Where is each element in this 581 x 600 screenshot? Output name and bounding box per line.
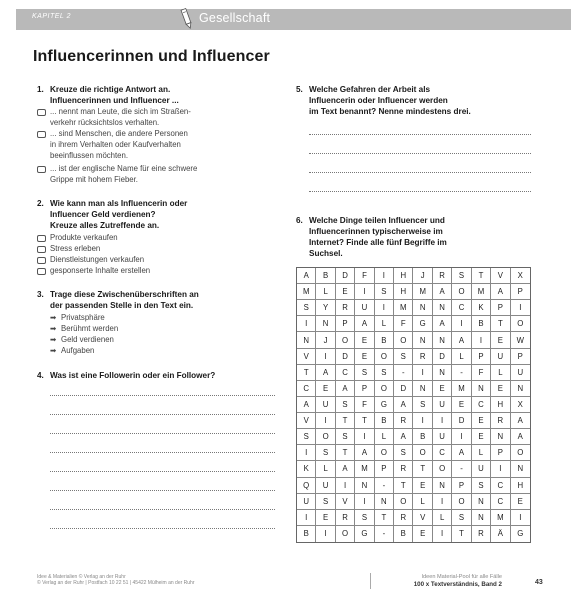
grid-cell[interactable]: V xyxy=(413,510,432,526)
grid-cell[interactable]: O xyxy=(375,445,394,461)
grid-cell[interactable]: P xyxy=(336,316,355,332)
grid-cell[interactable]: N xyxy=(472,510,491,526)
grid-cell[interactable]: P xyxy=(355,381,374,397)
option-label: Stress erleben xyxy=(50,244,101,253)
grid-cell[interactable]: J xyxy=(413,268,432,284)
grid-cell[interactable]: P xyxy=(511,349,530,365)
heading-item xyxy=(50,345,94,356)
grid-cell[interactable]: U xyxy=(433,397,452,413)
grid-cell[interactable]: E xyxy=(511,494,530,510)
grid-cell[interactable]: I xyxy=(433,494,452,510)
grid-cell[interactable]: U xyxy=(316,397,335,413)
grid-cell[interactable]: R xyxy=(472,526,491,542)
grid-cell[interactable]: E xyxy=(316,381,335,397)
grid-cell[interactable]: A xyxy=(491,284,510,300)
grid-cell[interactable]: E xyxy=(336,284,355,300)
question-text: Trage diese Zwischenüberschriften an der passenden Stelle in den Text ein. xyxy=(50,290,199,310)
grid-cell[interactable]: I xyxy=(511,510,530,526)
grid-cell[interactable]: N xyxy=(433,365,452,381)
grid-cell[interactable]: C xyxy=(297,381,316,397)
grid-cell[interactable]: U xyxy=(316,478,335,494)
answer-line[interactable] xyxy=(309,172,531,173)
grid-cell[interactable]: T xyxy=(472,268,491,284)
grid-cell[interactable]: O xyxy=(413,445,432,461)
grid-cell[interactable]: V xyxy=(491,268,510,284)
grid-cell[interactable]: O xyxy=(394,332,413,348)
arrow-icon: ➡ xyxy=(50,324,57,333)
grid-cell[interactable]: D xyxy=(433,349,452,365)
q2-option-2[interactable] xyxy=(37,243,100,254)
checkbox[interactable] xyxy=(37,257,46,264)
heading-item xyxy=(50,334,114,345)
grid-cell[interactable]: R xyxy=(394,461,413,477)
q2-option-4[interactable] xyxy=(37,265,150,276)
grid-cell[interactable]: S xyxy=(316,445,335,461)
grid-cell[interactable]: A xyxy=(355,445,374,461)
grid-cell[interactable]: L xyxy=(433,510,452,526)
grid-cell[interactable]: N xyxy=(511,381,530,397)
grid-cell[interactable]: E xyxy=(413,478,432,494)
grid-cell[interactable]: T xyxy=(491,316,510,332)
grid-cell[interactable]: J xyxy=(316,332,335,348)
answer-line[interactable] xyxy=(309,153,531,154)
grid-cell[interactable]: H xyxy=(394,268,413,284)
grid-cell[interactable]: E xyxy=(491,332,510,348)
grid-cell[interactable]: F xyxy=(355,397,374,413)
option-label: ... ist der englische Name für eine schwere Grippe mit hohem Fieber. xyxy=(50,164,198,184)
word-search-grid[interactable] xyxy=(296,267,531,543)
question-number: 1. xyxy=(37,85,44,94)
grid-cell[interactable]: X xyxy=(511,397,530,413)
grid-cell[interactable]: Y xyxy=(316,300,335,316)
grid-cell[interactable]: F xyxy=(355,268,374,284)
answer-line[interactable] xyxy=(309,191,531,192)
grid-cell[interactable]: K xyxy=(297,461,316,477)
grid-cell[interactable]: L xyxy=(472,445,491,461)
grid-cell[interactable]: N xyxy=(355,478,374,494)
question-3 xyxy=(37,289,277,311)
grid-cell[interactable]: S xyxy=(394,349,413,365)
footer-book-title: 100 x Textverständnis, Band 2 xyxy=(413,581,502,588)
grid-cell[interactable]: S xyxy=(297,300,316,316)
grid-cell[interactable]: B xyxy=(472,316,491,332)
grid-cell[interactable]: M xyxy=(472,284,491,300)
grid-cell[interactable]: A xyxy=(452,332,471,348)
question-text: Kreuze die richtige Antwort an. Influencerinnen und Influencer ... xyxy=(50,85,179,105)
grid-cell[interactable]: A xyxy=(316,365,335,381)
grid-cell[interactable]: - xyxy=(452,365,471,381)
footer-credit-line: © Verlag an der Ruhr | Postfach 10 22 51 | 45422 Mülheim an der Ruhr xyxy=(37,580,195,586)
grid-cell[interactable]: O xyxy=(316,429,335,445)
grid-cell[interactable]: I xyxy=(297,445,316,461)
grid-cell[interactable]: B xyxy=(413,429,432,445)
grid-cell[interactable]: A xyxy=(297,397,316,413)
grid-cell[interactable]: A xyxy=(336,381,355,397)
question-number: 5. xyxy=(296,85,303,94)
grid-cell[interactable]: S xyxy=(472,478,491,494)
heading-item xyxy=(50,312,105,323)
grid-cell[interactable]: R xyxy=(394,413,413,429)
grid-cell[interactable]: B xyxy=(375,332,394,348)
grid-cell[interactable]: T xyxy=(452,526,471,542)
checkbox[interactable] xyxy=(37,109,46,116)
page-title: Influencerinnen und Influencer xyxy=(33,48,270,65)
grid-cell[interactable]: B xyxy=(297,526,316,542)
grid-cell[interactable]: A xyxy=(394,397,413,413)
grid-cell[interactable]: I xyxy=(355,284,374,300)
grid-cell[interactable]: U xyxy=(297,494,316,510)
answer-line[interactable] xyxy=(50,528,275,529)
grid-cell[interactable]: T xyxy=(336,445,355,461)
grid-cell[interactable]: N xyxy=(316,316,335,332)
grid-cell[interactable]: T xyxy=(297,365,316,381)
grid-cell[interactable]: L xyxy=(375,429,394,445)
grid-cell[interactable]: S xyxy=(336,397,355,413)
grid-cell[interactable]: S xyxy=(316,494,335,510)
answer-line[interactable] xyxy=(50,490,275,491)
option-label: ... nennt man Leute, die sich im Straßen- verkehr rücksichtslos verhalten. xyxy=(50,107,191,127)
question-6 xyxy=(296,215,536,259)
grid-cell[interactable]: H xyxy=(491,397,510,413)
grid-cell[interactable]: E xyxy=(472,429,491,445)
grid-cell[interactable]: N xyxy=(472,381,491,397)
grid-cell[interactable]: A xyxy=(511,429,530,445)
grid-cell[interactable]: V xyxy=(336,494,355,510)
grid-cell[interactable]: R xyxy=(491,413,510,429)
grid-cell[interactable]: C xyxy=(452,300,471,316)
grid-cell[interactable]: N xyxy=(472,494,491,510)
grid-cell[interactable]: T xyxy=(394,478,413,494)
chapter-label: KAPITEL 2 xyxy=(32,13,72,20)
answer-line[interactable] xyxy=(50,452,275,453)
grid-cell[interactable]: I xyxy=(375,268,394,284)
grid-cell[interactable]: M xyxy=(452,381,471,397)
question-2 xyxy=(37,198,277,231)
heading-label: Berühmt werden xyxy=(61,324,119,333)
grid-cell[interactable]: S xyxy=(355,365,374,381)
grid-cell[interactable]: K xyxy=(472,300,491,316)
grid-cell[interactable]: O xyxy=(452,494,471,510)
grid-cell[interactable]: C xyxy=(491,494,510,510)
grid-cell[interactable]: E xyxy=(452,397,471,413)
grid-cell[interactable]: M xyxy=(394,300,413,316)
grid-cell[interactable]: C xyxy=(336,365,355,381)
grid-cell[interactable]: N xyxy=(511,461,530,477)
heading-label: Privatsphäre xyxy=(61,313,105,322)
grid-cell[interactable]: B xyxy=(316,268,335,284)
grid-cell[interactable]: Q xyxy=(297,478,316,494)
grid-cell[interactable]: R xyxy=(336,510,355,526)
page-number: 43 xyxy=(535,579,543,586)
grid-cell[interactable]: G xyxy=(517,529,524,539)
grid-cell[interactable]: - xyxy=(375,478,394,494)
grid-cell[interactable]: E xyxy=(472,413,491,429)
grid-cell[interactable]: I xyxy=(316,526,335,542)
grid-cell[interactable]: L xyxy=(413,494,432,510)
grid-cell[interactable]: F xyxy=(472,365,491,381)
grid-cell[interactable]: G xyxy=(413,316,432,332)
question-text: Welche Gefahren der Arbeit als Influencerin oder Influencer werden im Text benannt? Nenne mindestens drei. xyxy=(309,85,471,116)
grid-cell[interactable]: P xyxy=(472,349,491,365)
question-number: 2. xyxy=(37,199,44,208)
grid-cell[interactable]: I xyxy=(413,365,432,381)
grid-cell[interactable]: G xyxy=(355,526,374,542)
footer-series xyxy=(373,574,502,588)
grid-cell[interactable]: O xyxy=(433,461,452,477)
grid-cell[interactable]: N xyxy=(433,478,452,494)
grid-cell[interactable]: S xyxy=(297,429,316,445)
question-number: 4. xyxy=(37,371,44,380)
grid-cell[interactable]: I xyxy=(297,316,316,332)
grid-cell[interactable]: I xyxy=(316,349,335,365)
grid-cell[interactable]: F xyxy=(394,316,413,332)
option-label: Produkte verkaufen xyxy=(50,233,118,242)
grid-cell[interactable]: E xyxy=(355,332,374,348)
grid-cell[interactable]: S xyxy=(336,429,355,445)
q1-option-2[interactable] xyxy=(37,128,188,161)
q1-option-3[interactable] xyxy=(37,163,197,185)
grid-cell[interactable]: T xyxy=(413,461,432,477)
grid-cell[interactable]: V xyxy=(297,349,316,365)
grid-cell[interactable]: I xyxy=(316,413,335,429)
arrow-icon: ➡ xyxy=(50,346,57,355)
grid-cell[interactable]: O xyxy=(336,332,355,348)
question-number: 3. xyxy=(37,290,44,299)
grid-cell[interactable]: D xyxy=(452,413,471,429)
question-5 xyxy=(296,84,536,117)
option-label: ... sind Menschen, die andere Personen in ihrem Verhalten oder Kaufverhalten beeinflussen möchten. xyxy=(50,129,188,160)
grid-cell[interactable]: D xyxy=(336,268,355,284)
grid-cell[interactable]: D xyxy=(394,381,413,397)
grid-cell[interactable]: P xyxy=(511,284,530,300)
grid-cell[interactable]: N xyxy=(375,494,394,510)
grid-cell[interactable]: P xyxy=(491,300,510,316)
grid-cell[interactable]: U xyxy=(355,300,374,316)
grid-cell[interactable]: S xyxy=(375,284,394,300)
grid-cell[interactable]: O xyxy=(394,494,413,510)
chapter-header-bar xyxy=(16,9,571,30)
grid-cell[interactable]: N xyxy=(491,429,510,445)
grid-cell[interactable]: C xyxy=(472,397,491,413)
grid-cell[interactable]: S xyxy=(452,268,471,284)
chapter-rubric: Gesellschaft xyxy=(199,11,271,25)
grid-cell[interactable]: C xyxy=(491,478,510,494)
heading-item xyxy=(50,323,118,334)
q2-option-3[interactable] xyxy=(37,254,144,265)
grid-cell[interactable]: P xyxy=(452,478,471,494)
grid-cell[interactable]: E xyxy=(316,510,335,526)
grid-cell[interactable]: E xyxy=(413,526,432,542)
grid-cell[interactable]: T xyxy=(355,413,374,429)
grid-cell[interactable]: N xyxy=(413,332,432,348)
answer-line[interactable] xyxy=(309,134,531,135)
question-4 xyxy=(37,370,277,381)
grid-cell[interactable]: L xyxy=(375,316,394,332)
grid-cell[interactable]: A xyxy=(394,429,413,445)
grid-cell[interactable]: M xyxy=(355,461,374,477)
q2-option-1[interactable] xyxy=(37,232,118,243)
grid-cell[interactable]: N xyxy=(413,381,432,397)
grid-cell[interactable]: U xyxy=(511,365,530,381)
pencil-icon xyxy=(178,8,194,30)
grid-cell[interactable]: L xyxy=(316,461,335,477)
grid-cell[interactable]: I xyxy=(433,526,452,542)
grid-cell[interactable]: V xyxy=(297,413,316,429)
grid-cell[interactable]: A xyxy=(297,268,316,284)
grid-cell[interactable]: O xyxy=(375,381,394,397)
answer-line[interactable] xyxy=(50,471,275,472)
grid-cell[interactable]: S xyxy=(452,510,471,526)
grid-cell[interactable]: - xyxy=(375,526,394,542)
heading-label: Geld verdienen xyxy=(61,335,114,344)
grid-cell[interactable]: E xyxy=(355,349,374,365)
grid-cell[interactable]: I xyxy=(355,429,374,445)
question-text: Wie kann man als Influencerin oder Influencer Geld verdienen? Kreuze alles Zutreffende an. xyxy=(50,199,188,230)
answer-line[interactable] xyxy=(50,509,275,510)
grid-cell[interactable]: O xyxy=(511,316,530,332)
grid-cell[interactable]: R xyxy=(413,349,432,365)
grid-cell[interactable]: I xyxy=(452,316,471,332)
answer-line[interactable] xyxy=(50,414,275,415)
question-1 xyxy=(37,84,277,106)
grid-cell[interactable]: R xyxy=(336,300,355,316)
grid-cell[interactable]: S xyxy=(413,397,432,413)
grid-cell[interactable]: T xyxy=(336,413,355,429)
answer-line[interactable] xyxy=(50,395,275,396)
grid-cell[interactable]: A xyxy=(336,461,355,477)
grid-cell[interactable]: I xyxy=(355,494,374,510)
grid-cell[interactable]: N xyxy=(413,300,432,316)
grid-cell[interactable]: P xyxy=(491,445,510,461)
option-label: gesponserte Inhalte erstellen xyxy=(50,266,151,275)
grid-cell[interactable]: I xyxy=(336,478,355,494)
checkbox[interactable] xyxy=(37,268,46,275)
grid-cell[interactable]: N xyxy=(297,332,316,348)
grid-cell[interactable]: I xyxy=(375,300,394,316)
question-text: Welche Dinge teilen Influencer und Influencerinnen typischerweise im Internet? Finde alle fünf Begriffe im Suchsel. xyxy=(309,216,447,258)
grid-cell[interactable]: I xyxy=(297,510,316,526)
footer-credit-line: Idee & Materialien © Verlag an der Ruhr xyxy=(37,574,126,580)
grid-cell[interactable]: I xyxy=(452,429,471,445)
heading-label: Aufgaben xyxy=(61,346,95,355)
grid-cell[interactable]: E xyxy=(433,381,452,397)
checkbox[interactable] xyxy=(37,246,46,253)
grid-cell[interactable]: U xyxy=(433,429,452,445)
grid-cell[interactable]: M xyxy=(491,510,510,526)
grid-cell[interactable]: O xyxy=(336,526,355,542)
grid-cell[interactable]: A xyxy=(433,316,452,332)
grid-cell[interactable]: C xyxy=(433,445,452,461)
grid-cell[interactable]: O xyxy=(511,445,530,461)
question-number: 6. xyxy=(296,216,303,225)
grid-cell[interactable]: N xyxy=(433,300,452,316)
grid-cell[interactable]: - xyxy=(394,365,413,381)
grid-cell[interactable]: O xyxy=(452,284,471,300)
grid-cell[interactable]: O xyxy=(375,349,394,365)
grid-cell[interactable]: S xyxy=(394,445,413,461)
grid-cell[interactable]: N xyxy=(433,332,452,348)
grid-cell[interactable]: M xyxy=(413,284,432,300)
q1-option-1[interactable] xyxy=(37,106,191,128)
grid-cell[interactable]: T xyxy=(375,510,394,526)
grid-cell[interactable]: Ä xyxy=(491,526,510,542)
grid-cell[interactable]: G xyxy=(375,397,394,413)
checkbox[interactable] xyxy=(37,235,46,242)
grid-cell[interactable]: P xyxy=(375,461,394,477)
grid-cell[interactable]: I xyxy=(511,300,530,316)
grid-cell[interactable]: L xyxy=(452,349,471,365)
footer-series-line: Ideen Material-Pool für alle Fälle xyxy=(421,574,502,580)
grid-cell[interactable]: A xyxy=(452,445,471,461)
grid-cell[interactable]: M xyxy=(297,284,316,300)
grid-cell[interactable]: A xyxy=(511,413,530,429)
grid-cell[interactable]: I xyxy=(472,332,491,348)
checkbox[interactable] xyxy=(37,166,46,173)
grid-cell[interactable]: E xyxy=(491,381,510,397)
option-label: Dienstleistungen verkaufen xyxy=(50,255,145,264)
grid-cell[interactable]: H xyxy=(394,284,413,300)
grid-cell[interactable]: A xyxy=(433,284,452,300)
grid-cell[interactable]: S xyxy=(355,510,374,526)
grid-cell[interactable]: S xyxy=(375,365,394,381)
grid-cell[interactable]: W xyxy=(511,332,530,348)
grid-cell[interactable]: R xyxy=(394,510,413,526)
grid-cell[interactable]: I xyxy=(413,413,432,429)
footer-divider xyxy=(370,573,371,589)
grid-cell[interactable]: I xyxy=(433,413,452,429)
footer-credits xyxy=(37,574,195,586)
grid-cell[interactable]: L xyxy=(316,284,335,300)
grid-cell[interactable]: B xyxy=(375,413,394,429)
grid-cell[interactable]: H xyxy=(511,478,530,494)
grid-cell[interactable]: B xyxy=(394,526,413,542)
answer-line[interactable] xyxy=(50,433,275,434)
grid-cell[interactable]: - xyxy=(452,461,471,477)
arrow-icon: ➡ xyxy=(50,313,57,322)
grid-cell[interactable]: I xyxy=(491,461,510,477)
grid-cell[interactable]: U xyxy=(472,461,491,477)
grid-cell[interactable]: L xyxy=(491,365,510,381)
grid-cell[interactable]: U xyxy=(491,349,510,365)
grid-cell[interactable]: A xyxy=(355,316,374,332)
arrow-icon: ➡ xyxy=(50,335,57,344)
grid-cell[interactable]: R xyxy=(433,268,452,284)
question-text: Was ist eine Followerin oder ein Follower? xyxy=(50,371,216,380)
grid-cell[interactable]: D xyxy=(336,349,355,365)
grid-cell[interactable]: X xyxy=(511,268,530,284)
checkbox[interactable] xyxy=(37,131,46,138)
